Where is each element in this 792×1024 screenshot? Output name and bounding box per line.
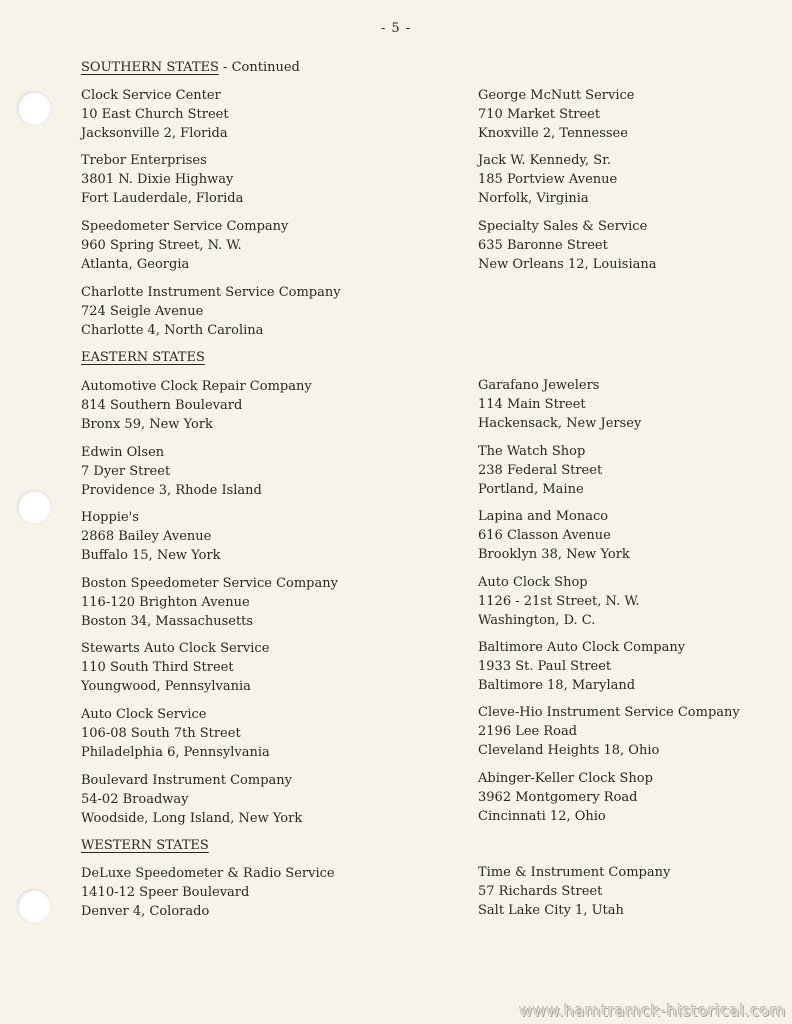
punch-hole <box>17 889 51 923</box>
city-state: Bronx 59, New York <box>81 417 213 432</box>
business-name: Baltimore Auto Clock Company <box>478 640 686 655</box>
street-address: 116-120 Brighton Avenue <box>81 595 250 610</box>
address-entry <box>81 86 229 143</box>
city-state: New Orleans 12, Louisiana <box>478 257 657 272</box>
city-state: Jacksonville 2, Florida <box>81 126 228 141</box>
business-name: Cleve-Hio Instrument Service Company <box>478 705 740 720</box>
address-entry <box>478 217 656 274</box>
address-entry <box>478 507 630 564</box>
city-state: Baltimore 18, Maryland <box>478 678 636 693</box>
address-entry <box>478 573 640 630</box>
city-state: Philadelphia 6, Pennsylvania <box>81 745 270 760</box>
section-title-western <box>81 837 209 855</box>
business-name: Abinger-Keller Clock Shop <box>478 771 653 786</box>
street-address: 114 Main Street <box>478 397 586 412</box>
city-state: Woodside, Long Island, New York <box>81 811 303 826</box>
street-address: 710 Market Street <box>478 107 601 122</box>
section-title-suffix: - Continued <box>218 60 300 75</box>
section-title-text: SOUTHERN STATES <box>81 60 219 75</box>
street-address: 106-08 South 7th Street <box>81 726 241 741</box>
business-name: DeLuxe Speedometer & Radio Service <box>81 866 335 881</box>
street-address: 57 Richards Street <box>478 884 603 899</box>
city-state: Cleveland Heights 18, Ohio <box>478 743 660 758</box>
business-name: Boston Speedometer Service Company <box>81 576 338 591</box>
address-entry <box>478 442 602 499</box>
street-address: 616 Classon Avenue <box>478 528 611 543</box>
street-address: 185 Portview Avenue <box>478 172 618 187</box>
address-entry <box>478 376 641 433</box>
address-entry <box>478 151 617 208</box>
city-state: Atlanta, Georgia <box>81 257 190 272</box>
city-state: Knoxville 2, Tennessee <box>478 126 628 141</box>
street-address: 1933 St. Paul Street <box>478 659 612 674</box>
business-name: Auto Clock Service <box>81 707 207 722</box>
address-entry <box>81 639 269 696</box>
street-address: 10 East Church Street <box>81 107 229 122</box>
city-state: Norfolk, Virginia <box>478 191 589 206</box>
street-address: 238 Federal Street <box>478 463 603 478</box>
street-address: 2196 Lee Road <box>478 724 578 739</box>
address-entry <box>81 377 312 434</box>
punch-hole <box>17 490 51 524</box>
address-entry <box>81 151 243 208</box>
business-name: Trebor Enterprises <box>81 153 207 168</box>
watermark-text: www.hamtramck-historical.com <box>519 1001 786 1020</box>
section-title-eastern <box>81 349 205 367</box>
business-name: Stewarts Auto Clock Service <box>81 641 270 656</box>
address-entry <box>81 705 270 762</box>
address-entry <box>478 863 670 920</box>
business-name: The Watch Shop <box>478 444 586 459</box>
street-address: 54-02 Broadway <box>81 792 189 807</box>
punch-hole <box>17 91 51 125</box>
street-address: 1410-12 Speer Boulevard <box>81 885 250 900</box>
address-entry <box>81 217 288 274</box>
business-name: Jack W. Kennedy, Sr. <box>478 153 612 168</box>
business-name: Clock Service Center <box>81 88 221 103</box>
business-name: Time & Instrument Company <box>478 865 671 880</box>
business-name: Garafano Jewelers <box>478 378 600 393</box>
section-title-text: EASTERN STATES <box>81 350 205 365</box>
city-state: Cincinnati 12, Ohio <box>478 809 606 824</box>
city-state: Providence 3, Rhode Island <box>81 483 262 498</box>
street-address: 960 Spring Street, N. W. <box>81 238 242 253</box>
city-state: Boston 34, Massachusetts <box>81 614 254 629</box>
address-entry <box>478 638 685 695</box>
address-entry <box>81 508 221 565</box>
page-number: - 5 - <box>380 21 412 36</box>
business-name: Automotive Clock Repair Company <box>81 379 312 394</box>
city-state: Hackensack, New Jersey <box>478 416 642 431</box>
street-address: 724 Seigle Avenue <box>81 304 204 319</box>
city-state: Brooklyn 38, New York <box>478 547 630 562</box>
business-name: Boulevard Instrument Company <box>81 773 292 788</box>
street-address: 635 Baronne Street <box>478 238 608 253</box>
address-entry <box>81 443 262 500</box>
city-state: Buffalo 15, New York <box>81 548 221 563</box>
city-state: Fort Lauderdale, Florida <box>81 191 244 206</box>
city-state: Washington, D. C. <box>478 613 596 628</box>
address-entry <box>478 86 634 143</box>
business-name: Lapina and Monaco <box>478 509 609 524</box>
address-entry <box>478 703 740 760</box>
street-address: 3962 Montgomery Road <box>478 790 638 805</box>
city-state: Denver 4, Colorado <box>81 904 210 919</box>
street-address: 1126 - 21st Street, N. W. <box>478 594 640 609</box>
business-name: Hoppie's <box>81 510 139 525</box>
street-address: 3801 N. Dixie Highway <box>81 172 234 187</box>
section-title-text: WESTERN STATES <box>81 838 209 853</box>
address-entry <box>81 574 338 631</box>
street-address: 2868 Bailey Avenue <box>81 529 212 544</box>
city-state: Charlotte 4, North Carolina <box>81 323 264 338</box>
business-name: Speedometer Service Company <box>81 219 289 234</box>
business-name: George McNutt Service <box>478 88 635 103</box>
business-name: Edwin Olsen <box>81 445 165 460</box>
address-entry <box>81 283 341 340</box>
city-state: Salt Lake City 1, Utah <box>478 903 624 918</box>
address-entry <box>81 771 302 828</box>
street-address: 110 South Third Street <box>81 660 234 675</box>
business-name: Auto Clock Shop <box>478 575 588 590</box>
street-address: 814 Southern Boulevard <box>81 398 243 413</box>
business-name: Charlotte Instrument Service Company <box>81 285 341 300</box>
city-state: Portland, Maine <box>478 482 584 497</box>
address-entry <box>81 864 335 921</box>
business-name: Specialty Sales & Service <box>478 219 648 234</box>
city-state: Youngwood, Pennsylvania <box>81 679 251 694</box>
street-address: 7 Dyer Street <box>81 464 171 479</box>
section-title-southern <box>81 59 300 77</box>
address-entry <box>478 769 653 826</box>
